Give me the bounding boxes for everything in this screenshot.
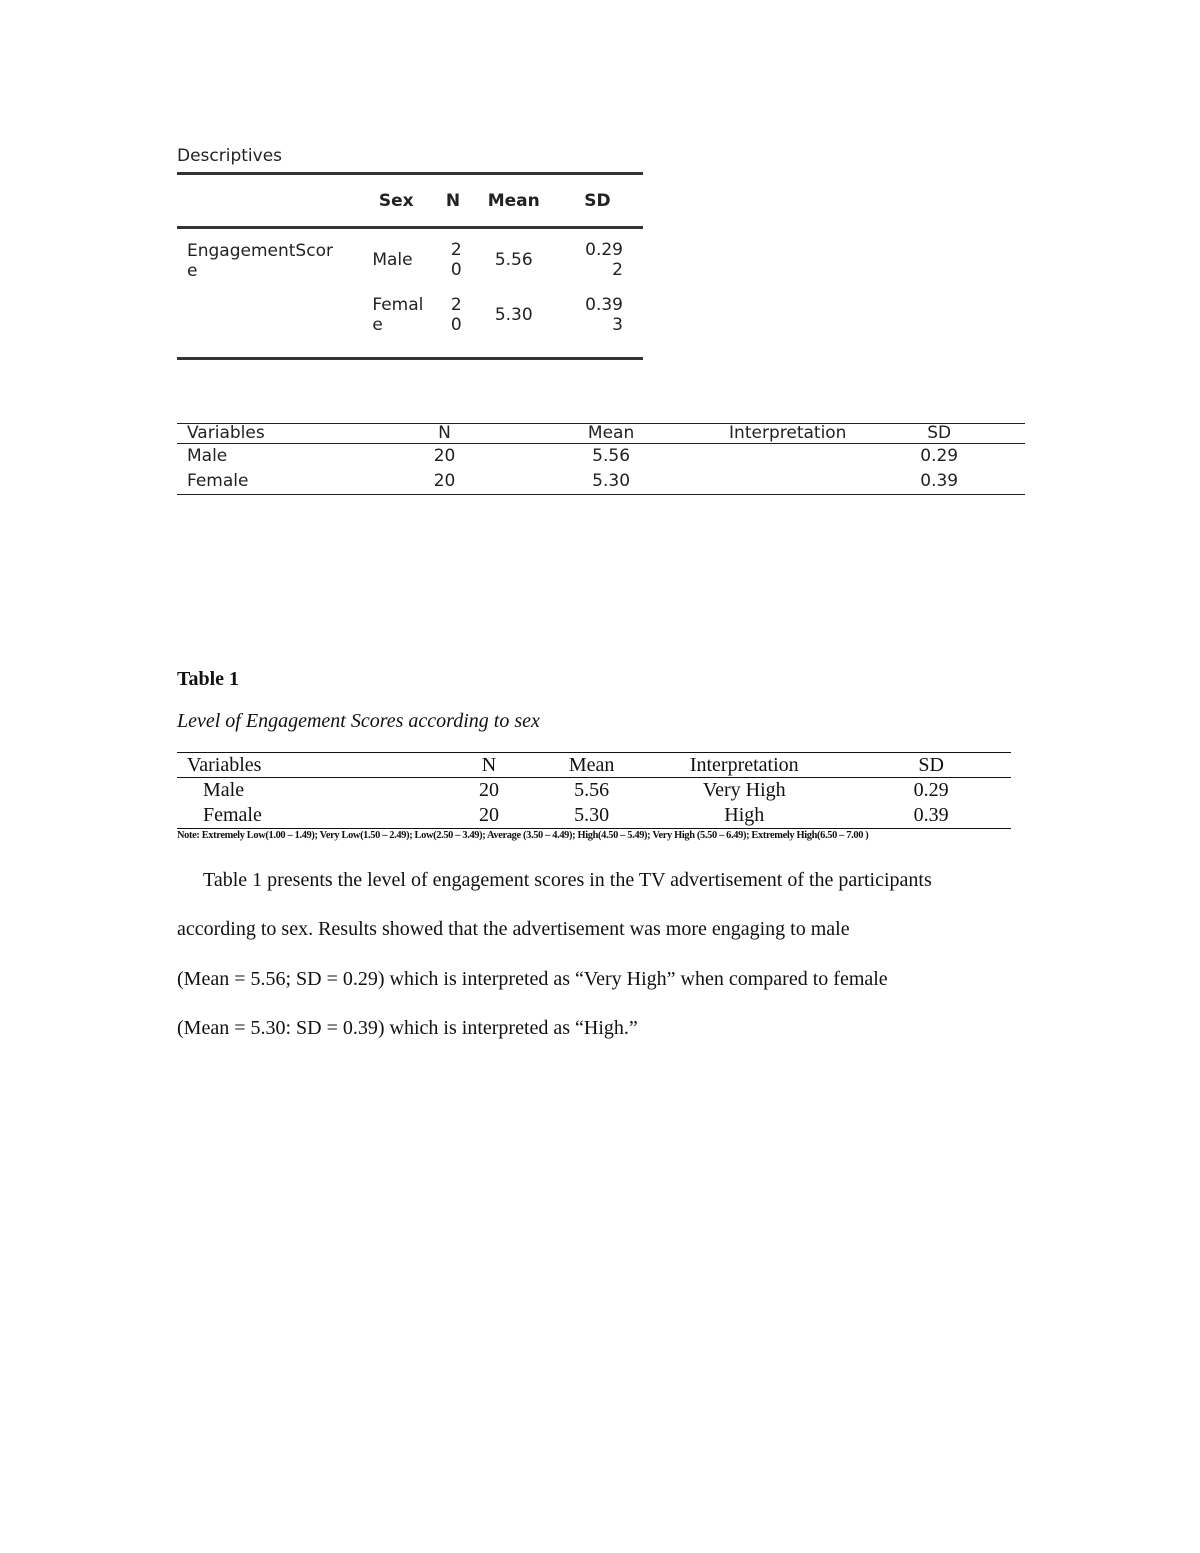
summary-header-n: N — [389, 424, 500, 444]
descriptives-header-mean-label: Mean — [487, 190, 540, 211]
descriptives-header-n: N — [430, 174, 476, 228]
apa-header-interpretation: Interpretation — [637, 753, 851, 778]
table-row — [177, 444, 1025, 470]
apa-interpretation: Very High — [702, 779, 786, 801]
descriptives-header-sd: SD — [552, 174, 643, 228]
body-paragraph — [177, 856, 1007, 1053]
descriptives-title: Descriptives — [177, 146, 283, 166]
descriptives-sex — [362, 291, 430, 339]
apa-n: 20 — [432, 803, 546, 829]
descriptives-n — [430, 291, 476, 339]
summary-variable: Male — [187, 446, 228, 466]
summary-header-variables: Variables — [177, 424, 389, 444]
apa-mean: 5.30 — [546, 803, 637, 829]
apa-header-row — [177, 753, 1011, 778]
descriptives-variable — [177, 228, 362, 340]
apa-header-n: N — [432, 753, 546, 778]
summary-mean: 5.30 — [500, 469, 722, 495]
descriptives-mean: 5.30 — [494, 305, 533, 325]
paragraph-line: Table 1 presents the level of engagement scores in the TV advertisement of the participants — [203, 869, 932, 891]
descriptives-n-value: 20 — [450, 240, 462, 280]
apa-mean: 5.56 — [574, 779, 610, 801]
descriptives-header-mean — [476, 174, 552, 228]
table-row — [177, 803, 1011, 829]
descriptives-variable-label: EngagementScore — [187, 241, 333, 281]
apa-sd: 0.39 — [851, 803, 1011, 829]
apa-header-sd: SD — [851, 753, 1011, 778]
summary-variable: Female — [177, 469, 389, 495]
summary-interpretation — [722, 469, 853, 495]
descriptives-header-sex: Sex — [362, 174, 430, 228]
table-row — [177, 228, 643, 292]
table-note: Note: Extremely Low(1.00 – 1.49); Very Low(1.50 – 2.49); Low(2.50 – 3.49); Average (3.50 – 4.49); High(4.50 – 5.49); Very High (5.50 – 6.49); Extremely High(6.50 – 7.00 ) — [177, 830, 869, 841]
apa-interpretation: High — [637, 803, 851, 829]
apa-header-variables: Variables — [177, 753, 432, 778]
table-row-spacer — [177, 339, 643, 359]
paragraph-line: according to sex. Results showed that the advertisement was more engaging to male — [177, 918, 850, 941]
descriptives-sd-value: 0.393 — [585, 295, 623, 335]
apa-sd: 0.29 — [913, 779, 949, 801]
summary-header-sd: SD — [853, 424, 1025, 444]
summary-n: 20 — [389, 469, 500, 495]
summary-interpretation — [722, 444, 853, 470]
descriptives-table — [177, 172, 643, 360]
descriptives-n — [430, 228, 476, 292]
descriptives-sex: Male — [372, 250, 413, 270]
summary-header-mean: Mean — [500, 424, 722, 444]
summary-mean: 5.56 — [592, 446, 631, 466]
descriptives-bottom-spacer — [177, 339, 643, 359]
descriptives-sd-value: 0.292 — [585, 240, 623, 280]
table-row — [177, 778, 1011, 804]
descriptives-header-row — [177, 174, 643, 228]
paragraph-line: (Mean = 5.56; SD = 0.29) which is interpreted as “Very High” when compared to female — [177, 967, 888, 990]
table-number: Table 1 — [177, 668, 240, 690]
apa-table — [177, 752, 1011, 829]
table-row — [177, 469, 1025, 495]
apa-header-mean: Mean — [546, 753, 637, 778]
summary-sd: 0.29 — [920, 446, 959, 466]
summary-header-row — [177, 424, 1025, 444]
summary-header-interpretation: Interpretation — [722, 424, 853, 444]
apa-n: 20 — [478, 779, 499, 801]
paragraph-line: (Mean = 5.30: SD = 0.39) which is interpreted as “High.” — [177, 1016, 638, 1039]
descriptives-header-blank — [177, 174, 362, 228]
descriptives-mean: 5.56 — [494, 250, 533, 270]
summary-n: 20 — [433, 446, 456, 466]
descriptives-sd — [552, 228, 643, 292]
descriptives-sd — [552, 291, 643, 339]
summary-table — [177, 423, 1025, 495]
descriptives-n-value: 20 — [450, 295, 462, 335]
table-title: Level of Engagement Scores according to sex — [177, 710, 540, 732]
apa-variable: Male — [203, 779, 245, 801]
apa-variable: Female — [177, 803, 432, 829]
summary-sd: 0.39 — [853, 469, 1025, 495]
descriptives-sex-value: Female — [372, 295, 424, 335]
